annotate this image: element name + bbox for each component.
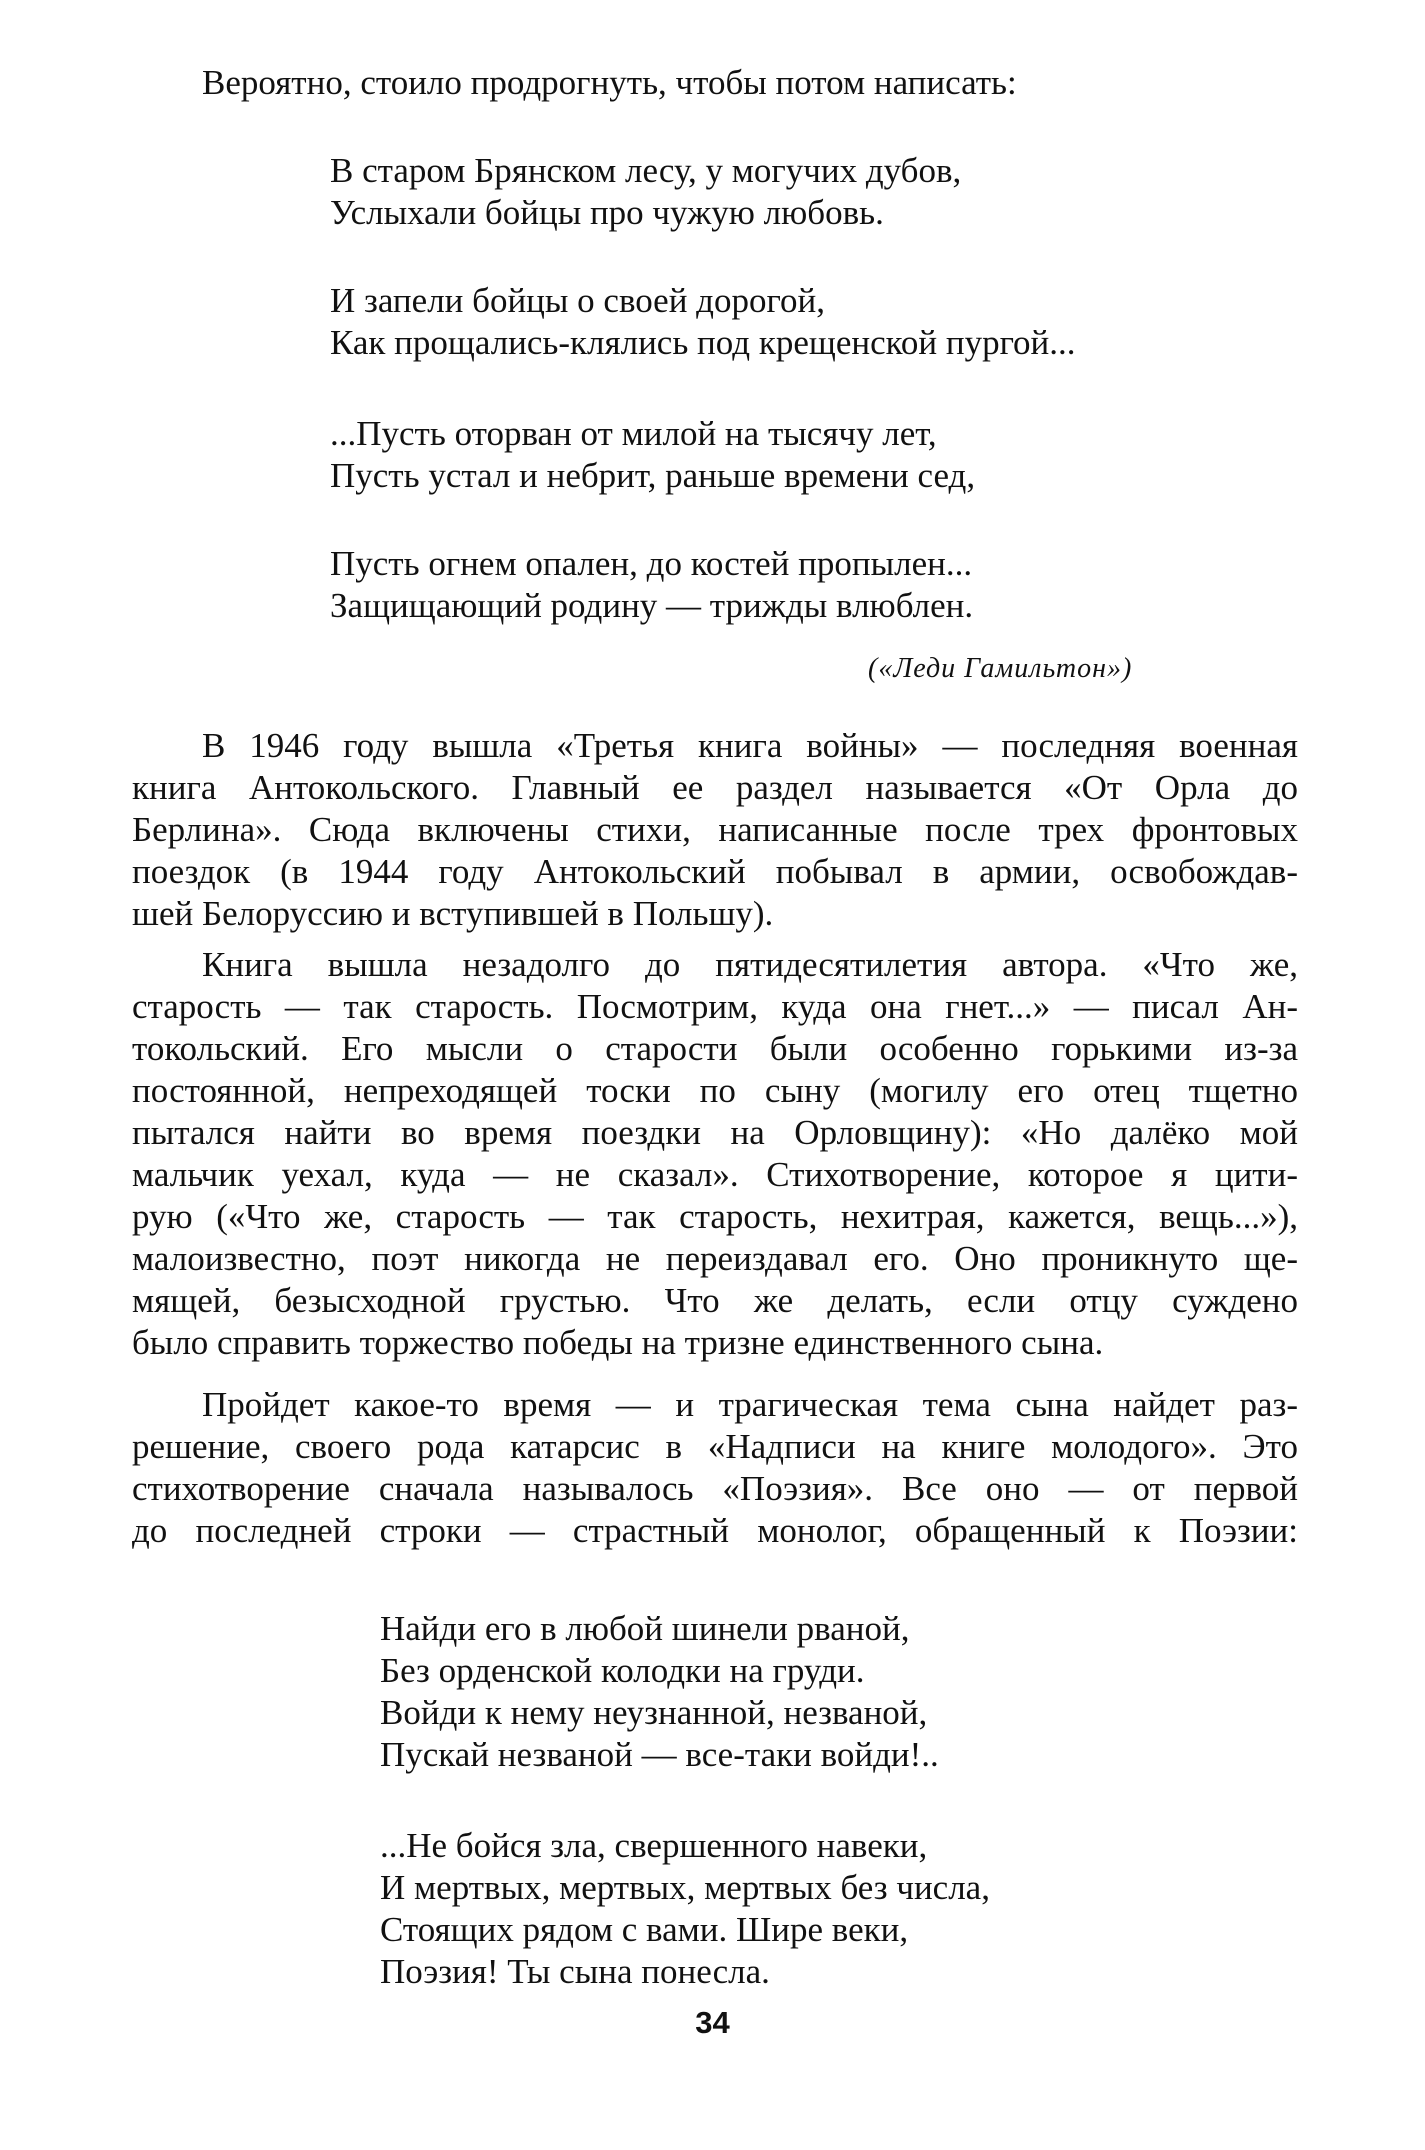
- intro-line: Вероятно, стоило продрогнуть, чтобы потом написать:: [202, 63, 1017, 102]
- paragraph-line: мящей, безысходной грустью. Что же делать, если отцу суждено: [132, 1281, 1298, 1320]
- poem-line: Пускай незваной — все-таки войди!..: [380, 1735, 939, 1774]
- poem-line: ...Пусть оторван от милой на тысячу лет,: [330, 414, 937, 453]
- poem-1-stanza-3: [330, 413, 975, 497]
- paragraph-line: постоянной, непреходящей тоски по сыну (могилу его отец тщетно: [132, 1071, 1298, 1110]
- poem-line: Как прощались-клялись под крещенской пургой...: [330, 323, 1076, 362]
- poem-line: Услыхали бойцы про чужую любовь.: [330, 193, 884, 232]
- poem-line: И мертвых, мертвых, мертвых без числа,: [380, 1868, 990, 1907]
- paragraph-2: [132, 944, 1298, 1364]
- poem-line: Защищающий родину — трижды влюблен.: [330, 586, 974, 625]
- paragraph-line: было справить торжество победы на тризне единственного сына.: [132, 1323, 1104, 1362]
- poem-line: Пусть устал и небрит, раньше времени сед,: [330, 456, 976, 495]
- poem-attribution: («Леди Гамильтон»): [868, 653, 1133, 684]
- poem-line: В старом Брянском лесу, у могучих дубов,: [330, 151, 962, 190]
- paragraph-line: токольский. Его мысли о старости были особенно горькими из-за: [132, 1029, 1298, 1068]
- paragraph-line: стихотворение сначала называлось «Поэзия». Все оно — от первой: [132, 1469, 1298, 1508]
- paragraph-line: шей Белоруссию и вступившей в Польшу).: [132, 894, 774, 933]
- paragraph-line: В 1946 году вышла «Третья книга войны» — последняя военная: [202, 726, 1298, 765]
- paragraph-line: книга Антокольского. Главный ее раздел называется «От Орла до: [132, 768, 1298, 807]
- paragraph-line: Берлина». Сюда включены стихи, написанные после трех фронтовых: [132, 810, 1298, 849]
- poem-1-stanza-2: [330, 280, 1076, 364]
- poem-line: Без орденской колодки на груди.: [380, 1651, 865, 1690]
- poem-line: Пусть огнем опален, до костей пропылен...: [330, 544, 973, 583]
- poem-1-stanza-4: [330, 543, 973, 627]
- intro-text: [132, 62, 1298, 104]
- paragraph-3: [132, 1384, 1298, 1552]
- paragraph-line: поездок (в 1944 году Антокольский побывал в армии, освобождав-: [132, 852, 1298, 891]
- paragraph-line: Книга вышла незадолго до пятидесятилетия автора. «Что же,: [202, 945, 1298, 984]
- paragraph-line: рую («Что же, старость — так старость, нехитрая, кажется, вещь...»),: [132, 1197, 1298, 1236]
- paragraph-line: старость — так старость. Посмотрим, куда она гнет...» — писал Ан-: [132, 987, 1298, 1026]
- poem-line: И запели бойцы о своей дорогой,: [330, 281, 825, 320]
- poem-1-stanza-1: [330, 150, 961, 234]
- paragraph-line: Пройдет какое-то время — и трагическая тема сына найдет раз-: [202, 1385, 1298, 1424]
- paragraph-line: решение, своего рода катарсис в «Надписи на книге молодого». Это: [132, 1427, 1298, 1466]
- poem-line: Войди к нему неузнанной, незваной,: [380, 1693, 928, 1732]
- paragraph-line: мальчик уехал, куда — не сказал». Стихотворение, которое я цити-: [132, 1155, 1298, 1194]
- poem-line: ...Не бойся зла, свершенного навеки,: [380, 1826, 928, 1865]
- paragraph-line: пытался найти во время поездки на Орловщину): «Но далёко мой: [132, 1113, 1298, 1152]
- poem-line: Поэзия! Ты сына понесла.: [380, 1952, 770, 1991]
- poem-line: Стоящих рядом с вами. Шире веки,: [380, 1910, 909, 1949]
- paragraph-1: [132, 725, 1298, 935]
- poem-2-stanza-1: [380, 1608, 939, 1776]
- poem-line: Найди его в любой шинели рваной,: [380, 1609, 910, 1648]
- poem-2-stanza-2: [380, 1825, 990, 1993]
- paragraph-line: до последней строки — страстный монолог, обращенный к Поэзии:: [132, 1511, 1298, 1550]
- paragraph-line: малоизвестно, поэт никогда не переиздавал его. Оно проникнуто ще-: [132, 1239, 1298, 1278]
- page-number: 34: [695, 2005, 730, 2040]
